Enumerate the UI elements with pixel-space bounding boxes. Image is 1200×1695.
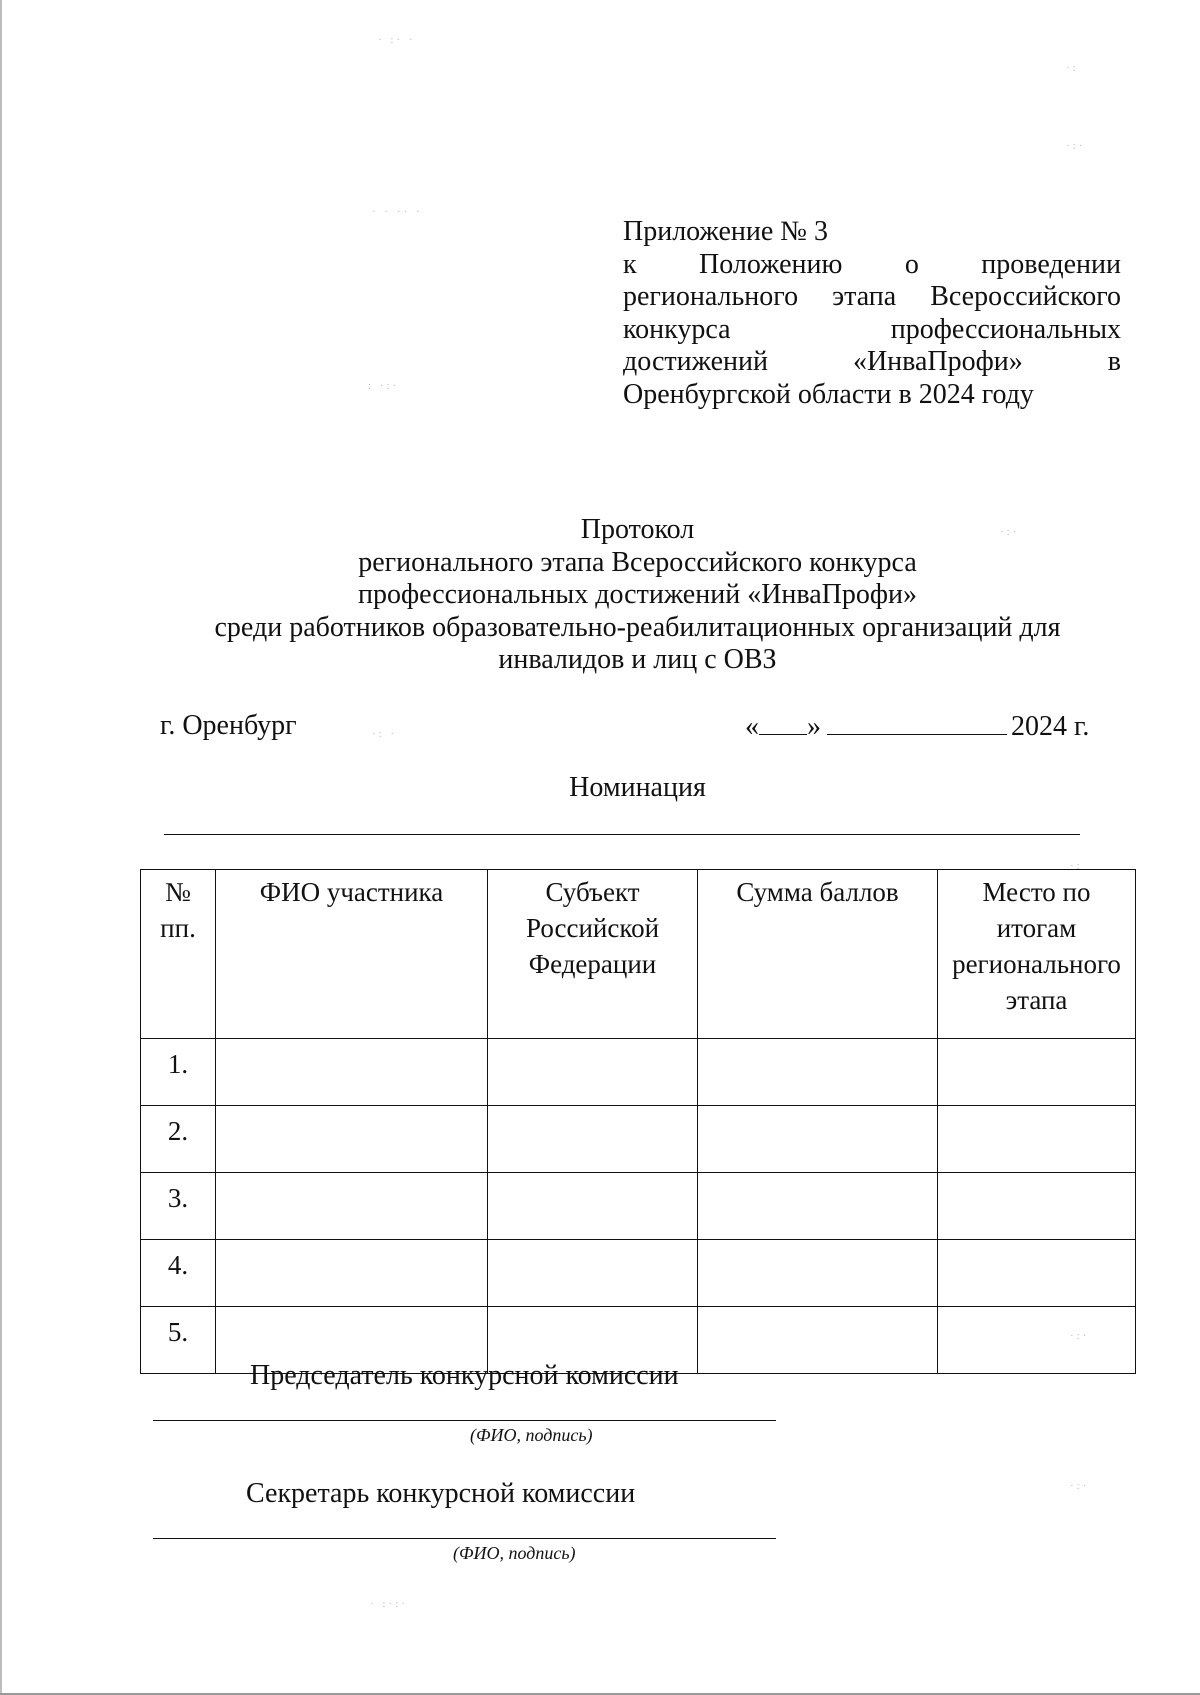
appendix-line: к Положению о проведении xyxy=(623,248,1121,280)
row-number: 1. xyxy=(141,1039,216,1106)
table-row xyxy=(141,1106,1136,1173)
scan-speck: · :·:· xyxy=(370,1598,408,1610)
scan-speck: · :· · xyxy=(378,34,416,46)
secretary-title: Секретарь конкурсной комиссии xyxy=(246,1478,636,1509)
protocol-title xyxy=(150,514,1125,677)
row-number: 4. xyxy=(141,1240,216,1307)
appendix-line: достижений «ИнваПрофи» в xyxy=(623,346,1121,377)
row-number: 5. xyxy=(141,1307,216,1374)
scan-speck: : ·:· xyxy=(368,380,400,392)
region-cell[interactable] xyxy=(488,1039,698,1106)
chair-caption: (ФИО, подпись) xyxy=(470,1425,593,1445)
nomination-label: Номинация xyxy=(569,772,706,803)
appendix-block xyxy=(623,216,1121,411)
place-cell[interactable] xyxy=(938,1307,1136,1374)
nomination-blank[interactable] xyxy=(164,834,1080,835)
participant-name-cell[interactable] xyxy=(216,1240,488,1307)
quote-close: » xyxy=(807,711,821,742)
score-cell[interactable] xyxy=(698,1173,938,1240)
region-cell[interactable] xyxy=(488,1173,698,1240)
appendix-line: регионального этапа Всероссийского xyxy=(623,281,1121,312)
year-label: 2024 г. xyxy=(1011,711,1090,742)
secretary-signature-line[interactable] xyxy=(153,1538,776,1539)
title-line: профессиональных достижений «ИнваПрофи» xyxy=(357,579,918,610)
score-cell[interactable] xyxy=(698,1106,938,1173)
title-line: инвалидов и лиц с ОВЗ xyxy=(498,644,777,675)
chair-signature-line[interactable] xyxy=(153,1420,776,1421)
city-label: г. Оренбург xyxy=(160,710,297,741)
scan-speck: · · ·· · xyxy=(372,206,423,218)
header-number: № пп. xyxy=(141,870,216,1039)
table-row xyxy=(141,1240,1136,1307)
participant-name-cell[interactable] xyxy=(216,1106,488,1173)
place-cell[interactable] xyxy=(938,1039,1136,1106)
chair-title: Председатель конкурсной комиссии xyxy=(250,1360,679,1391)
scan-speck: ·:· xyxy=(1000,526,1020,538)
table-row xyxy=(141,1173,1136,1240)
row-number: 3. xyxy=(141,1173,216,1240)
score-cell[interactable] xyxy=(698,1039,938,1106)
score-cell[interactable] xyxy=(698,1307,938,1374)
quote-open: « xyxy=(745,711,759,742)
secretary-caption: (ФИО, подпись) xyxy=(453,1543,576,1563)
date-field[interactable] xyxy=(745,710,1089,743)
scan-speck: ·:· xyxy=(1070,1480,1090,1492)
day-blank[interactable] xyxy=(759,710,807,735)
appendix-line: Оренбургской области в 2024 году xyxy=(623,378,1034,410)
month-blank[interactable] xyxy=(827,710,1007,735)
header-score-sum: Сумма баллов xyxy=(698,870,938,1039)
region-cell[interactable] xyxy=(488,1106,698,1173)
participant-name-cell[interactable] xyxy=(216,1173,488,1240)
title-line: регионального этапа Всероссийского конкурса xyxy=(358,546,917,578)
place-cell[interactable] xyxy=(938,1106,1136,1173)
participant-name-cell[interactable] xyxy=(216,1039,488,1106)
table-header-row xyxy=(141,870,1136,1039)
appendix-line: конкурса профессиональных xyxy=(623,313,1121,345)
table-row xyxy=(141,1039,1136,1106)
row-number: 2. xyxy=(141,1106,216,1173)
scan-speck: ·: · xyxy=(372,728,398,740)
title-line: среди работников образовательно-реабилитационных организаций для xyxy=(214,611,1061,643)
header-participant-name: ФИО участника xyxy=(216,870,488,1039)
scan-speck: ·: xyxy=(1066,62,1079,74)
place-cell[interactable] xyxy=(938,1173,1136,1240)
appendix-number: Приложение № 3 xyxy=(623,216,828,247)
region-cell[interactable] xyxy=(488,1240,698,1307)
scan-speck: ·:· xyxy=(1066,140,1086,152)
header-place: Место по итогам регионального этапа xyxy=(938,870,1136,1039)
title-line: Протокол xyxy=(580,514,695,545)
results-table xyxy=(140,869,1136,1374)
scan-speck: ·:· xyxy=(1070,1330,1090,1342)
place-cell[interactable] xyxy=(938,1240,1136,1307)
header-region: Субъект Российской Федерации xyxy=(488,870,698,1039)
score-cell[interactable] xyxy=(698,1240,938,1307)
scan-speck: ·: xyxy=(1070,860,1083,872)
scan-edge xyxy=(0,0,2,1695)
